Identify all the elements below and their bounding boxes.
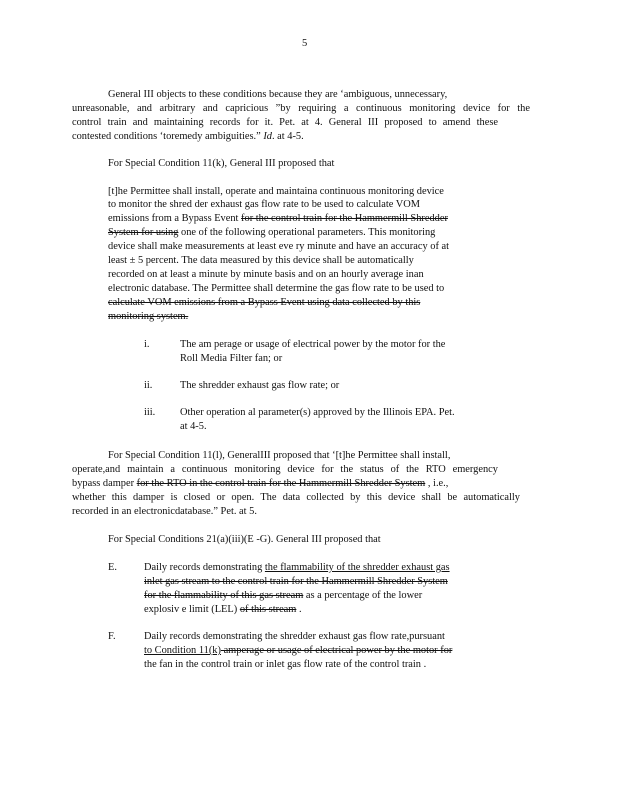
page-number: 5 [302,38,308,49]
item-f-line1: Daily records demonstrating the shredder exhaust gas flow rate,pursuant [144,631,445,642]
underlined-text: the flammability of the shredder exhaust gas [264,562,450,573]
para1-line4: contested conditions ‘toremedy ambiguities.” Id. at 4-5. [72,131,304,142]
list-item-line: The am perage or usage of electrical power by the motor for the [180,339,446,350]
struck-text: System for using [108,227,179,238]
intro-11k: For Special Condition 11(k), General III proposed that [108,158,335,169]
quote-11k-line2: to monitor the shred der exhaust gas flow rate to be used to calculate VOM [108,199,421,210]
list-item-line: at 4-5. [180,421,207,432]
para1-line1: General III objects to these conditions because they are ‘ambiguous, unnecessary, [108,89,448,100]
item-e-line4: explosiv e limit (LEL) of this stream . [144,604,302,615]
list-item-marker: iii. [144,407,156,418]
struck-text: of this stream [239,604,297,615]
quote-11k-line6: least ± 5 percent. The data measured by this device shall be automatically [108,255,414,266]
quote-11k-line4: System for using one of the following operational parameters. This monitoring [108,227,436,238]
list-item-line: The shredder exhaust gas flow rate; or [180,380,340,391]
item-f-marker: F. [108,631,116,642]
list-item-marker: i. [144,339,150,350]
list-item-line: Other operation al parameter(s) approved by the Illinois EPA. Pet. [180,407,455,418]
quote-11k-line8: electronic database. The Permittee shall determine the gas flow rate to be used to [108,283,445,294]
quote-11k-line7: recorded on at least a minute by minute basis and on an hourly average inan [108,269,424,280]
para-11l-line4: whether this damper is closed or open. The data collected by this device shall be automatically [72,492,520,503]
underlined-text: to Condition 11(k) [144,645,221,656]
item-e-line2: inlet gas stream to the control train for the Hammermill Shredder System [144,576,448,587]
quote-11k-line9: calculate VOM emissions from a Bypass Event using data collected by this [108,297,421,308]
quote-11k-line5: device shall make measurements at least eve ry minute and have an accuracy of at [108,241,450,252]
para-11l-line3: bypass damper for the RTO in the control train for the Hammermill Shredder System , i.e., [72,478,449,489]
para1-line3: control train and maintaining records for it. Pet. at 4. General III proposed to amend these [72,117,498,128]
item-f-line3: the fan in the control train or inlet gas flow rate of the control train . [144,659,427,670]
struck-text: amperage or usage of electrical power by the motor for [220,645,453,656]
para-11l-line5: recorded in an electronicdatabase.” Pet. at 5. [72,506,257,517]
para1-line2: unreasonable, and arbitrary and capricious ”by requiring a continuous monitoring device for the [72,103,530,114]
citation-id: Id [263,131,272,142]
struck-text: for the control train for the Hammermill Shredder [241,213,448,224]
struck-text: for the RTO in the control train for the Hammermill Shredder System [136,478,426,489]
item-f-line2 [144,645,452,657]
struck-text: for the flammability of this gas stream [144,590,304,601]
para-11l-line2: operate,and maintain a continuous monitoring device for the status of the RTO emergency [72,464,498,475]
quote-11k-line10: monitoring system. [108,311,189,322]
quote-11k-line3: emissions from a Bypass Event for the control train for the Hammermill Shredder [108,213,448,224]
item-e-line1: Daily records demonstrating the flammability of the shredder exhaust gas [144,562,450,573]
list-item-line: Roll Media Filter fan; or [180,353,283,364]
intro-21: For Special Conditions 21(a)(iii)(E -G). General III proposed that [108,534,381,545]
para-11l-line1: For Special Condition 11(l), GeneralIII proposed that ‘[t]he Permittee shall install, [108,450,451,461]
item-e-marker: E. [108,562,117,573]
item-e-line3: for the flammability of this gas stream as a percentage of the lower [144,590,423,601]
quote-11k-line1: [t]he Permittee shall install, operate and maintaina continuous monitoring device [108,186,444,197]
list-item-marker: ii. [144,380,153,391]
